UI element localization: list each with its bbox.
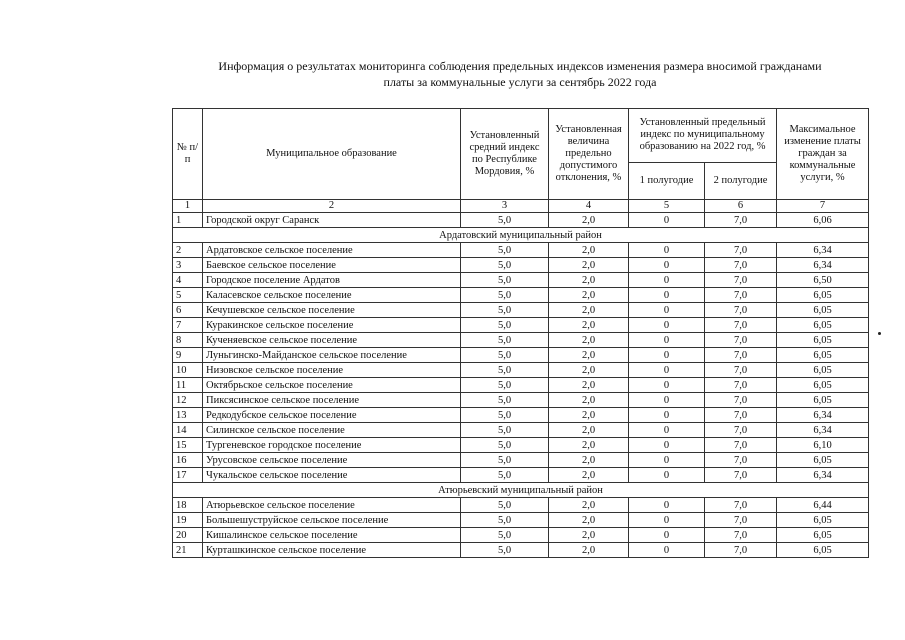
municipality-name: Кечушевское сельское поселение	[203, 303, 461, 318]
row-number: 16	[173, 453, 203, 468]
avg-index-value: 5,0	[461, 363, 549, 378]
avg-index-value: 5,0	[461, 258, 549, 273]
avg-index-value: 5,0	[461, 408, 549, 423]
deviation-value: 2,0	[549, 498, 629, 513]
avg-index-value: 5,0	[461, 513, 549, 528]
municipality-name: Низовское сельское поселение	[203, 363, 461, 378]
municipality-name: Куракинское сельское поселение	[203, 318, 461, 333]
table-row	[173, 423, 869, 438]
half-2-value: 7,0	[705, 273, 777, 288]
row-number: 14	[173, 423, 203, 438]
header-half-1: 1 полугодие	[629, 162, 705, 199]
half-2-value: 7,0	[705, 543, 777, 558]
municipality-name: Городское поселение Ардатов	[203, 273, 461, 288]
row-number: 1	[173, 213, 203, 228]
row-number: 11	[173, 378, 203, 393]
avg-index-value: 5,0	[461, 423, 549, 438]
deviation-value: 2,0	[549, 393, 629, 408]
max-change-value: 6,05	[777, 348, 869, 363]
row-number: 18	[173, 498, 203, 513]
half-1-value: 0	[629, 423, 705, 438]
deviation-value: 2,0	[549, 243, 629, 258]
half-1-value: 0	[629, 453, 705, 468]
table-row	[173, 288, 869, 303]
row-number: 7	[173, 318, 203, 333]
avg-index-value: 5,0	[461, 453, 549, 468]
row-number: 3	[173, 258, 203, 273]
title-line-1: Информация о результатах мониторинга соблюдения предельных индексов изменения размера вносимой гражданами	[218, 59, 822, 73]
district-title: Ардатовский муниципальный район	[173, 228, 869, 243]
half-2-value: 7,0	[705, 468, 777, 483]
half-1-value: 0	[629, 333, 705, 348]
avg-index-value: 5,0	[461, 318, 549, 333]
deviation-value: 2,0	[549, 528, 629, 543]
deviation-value: 2,0	[549, 333, 629, 348]
max-change-value: 6,05	[777, 318, 869, 333]
municipality-name: Каласевское сельское поселение	[203, 288, 461, 303]
row-number: 2	[173, 243, 203, 258]
column-number: 7	[777, 200, 869, 213]
municipality-name: Атюрьевское сельское поселение	[203, 498, 461, 513]
deviation-value: 2,0	[549, 453, 629, 468]
table-row	[173, 453, 869, 468]
deviation-value: 2,0	[549, 258, 629, 273]
municipality-name: Баевское сельское поселение	[203, 258, 461, 273]
column-number: 6	[705, 200, 777, 213]
column-number: 2	[203, 200, 461, 213]
half-1-value: 0	[629, 288, 705, 303]
deviation-value: 2,0	[549, 348, 629, 363]
scan-speck	[878, 332, 881, 335]
avg-index-value: 5,0	[461, 213, 549, 228]
column-number: 5	[629, 200, 705, 213]
half-1-value: 0	[629, 378, 705, 393]
avg-index-value: 5,0	[461, 348, 549, 363]
deviation-value: 2,0	[549, 213, 629, 228]
half-1-value: 0	[629, 528, 705, 543]
municipality-name: Городской округ Саранск	[203, 213, 461, 228]
half-1-value: 0	[629, 273, 705, 288]
avg-index-value: 5,0	[461, 378, 549, 393]
half-1-value: 0	[629, 543, 705, 558]
deviation-value: 2,0	[549, 273, 629, 288]
municipality-name: Кишалинское сельское поселение	[203, 528, 461, 543]
deviation-value: 2,0	[549, 423, 629, 438]
deviation-value: 2,0	[549, 408, 629, 423]
max-change-value: 6,05	[777, 378, 869, 393]
table-row	[173, 318, 869, 333]
max-change-value: 6,06	[777, 213, 869, 228]
table-row	[173, 393, 869, 408]
half-2-value: 7,0	[705, 378, 777, 393]
avg-index-value: 5,0	[461, 243, 549, 258]
deviation-value: 2,0	[549, 288, 629, 303]
deviation-value: 2,0	[549, 468, 629, 483]
half-2-value: 7,0	[705, 213, 777, 228]
half-2-value: 7,0	[705, 363, 777, 378]
district-row	[173, 228, 869, 243]
table-row	[173, 528, 869, 543]
table-row	[173, 408, 869, 423]
municipality-name: Большешуструйское сельское поселение	[203, 513, 461, 528]
half-1-value: 0	[629, 258, 705, 273]
column-number: 1	[173, 200, 203, 213]
avg-index-value: 5,0	[461, 393, 549, 408]
row-number: 15	[173, 438, 203, 453]
half-1-value: 0	[629, 213, 705, 228]
title-line-2: платы за коммунальные услуги за сентябрь 2022 года	[383, 75, 657, 89]
half-2-value: 7,0	[705, 318, 777, 333]
table-row	[173, 213, 869, 228]
max-change-value: 6,10	[777, 438, 869, 453]
max-change-value: 6,05	[777, 393, 869, 408]
row-number: 17	[173, 468, 203, 483]
table-row	[173, 333, 869, 348]
table-row	[173, 438, 869, 453]
max-change-value: 6,34	[777, 258, 869, 273]
max-change-value: 6,05	[777, 543, 869, 558]
header-name: Муниципальное образование	[203, 109, 461, 200]
deviation-value: 2,0	[549, 513, 629, 528]
half-1-value: 0	[629, 243, 705, 258]
municipality-name: Урусовское сельское поселение	[203, 453, 461, 468]
municipality-name: Курташкинское сельское поселение	[203, 543, 461, 558]
row-number: 9	[173, 348, 203, 363]
municipality-name: Редкодубское сельское поселение	[203, 408, 461, 423]
header-half-2: 2 полугодие	[705, 162, 777, 199]
header-avg-index: Установленный средний индекс по Республике Мордовия, %	[461, 109, 549, 200]
district-row	[173, 483, 869, 498]
header-deviation: Установленная величина предельно допустимого отклонения, %	[549, 109, 629, 200]
half-1-value: 0	[629, 363, 705, 378]
max-change-value: 6,05	[777, 513, 869, 528]
half-1-value: 0	[629, 393, 705, 408]
half-1-value: 0	[629, 438, 705, 453]
max-change-value: 6,05	[777, 453, 869, 468]
half-1-value: 0	[629, 348, 705, 363]
table-row	[173, 303, 869, 318]
row-number: 8	[173, 333, 203, 348]
header-num: № п/п	[173, 109, 203, 200]
max-change-value: 6,50	[777, 273, 869, 288]
avg-index-value: 5,0	[461, 333, 549, 348]
half-1-value: 0	[629, 318, 705, 333]
municipality-name: Ардатовское сельское поселение	[203, 243, 461, 258]
half-2-value: 7,0	[705, 408, 777, 423]
table-row	[173, 258, 869, 273]
half-2-value: 7,0	[705, 303, 777, 318]
max-change-value: 6,05	[777, 333, 869, 348]
half-1-value: 0	[629, 498, 705, 513]
column-number: 3	[461, 200, 549, 213]
avg-index-value: 5,0	[461, 438, 549, 453]
avg-index-value: 5,0	[461, 468, 549, 483]
max-change-value: 6,05	[777, 303, 869, 318]
max-change-value: 6,34	[777, 243, 869, 258]
max-change-value: 6,34	[777, 468, 869, 483]
table-row	[173, 243, 869, 258]
half-1-value: 0	[629, 303, 705, 318]
header-limit-index: Установленный предельный индекс по муниципальному образованию на 2022 год, %	[629, 109, 777, 163]
column-number-row	[173, 200, 869, 213]
row-number: 12	[173, 393, 203, 408]
avg-index-value: 5,0	[461, 273, 549, 288]
municipality-name: Луньгинско-Майданское сельское поселение	[203, 348, 461, 363]
deviation-value: 2,0	[549, 318, 629, 333]
max-change-value: 6,44	[777, 498, 869, 513]
table-row	[173, 468, 869, 483]
half-2-value: 7,0	[705, 333, 777, 348]
table-row	[173, 513, 869, 528]
half-2-value: 7,0	[705, 393, 777, 408]
district-title: Атюрьевский муниципальный район	[173, 483, 869, 498]
half-1-value: 0	[629, 408, 705, 423]
half-2-value: 7,0	[705, 498, 777, 513]
max-change-value: 6,05	[777, 288, 869, 303]
avg-index-value: 5,0	[461, 528, 549, 543]
municipality-name: Силинское сельское поселение	[203, 423, 461, 438]
avg-index-value: 5,0	[461, 288, 549, 303]
municipality-name: Пиксясинское сельское поселение	[203, 393, 461, 408]
avg-index-value: 5,0	[461, 303, 549, 318]
municipality-name: Чукальское сельское поселение	[203, 468, 461, 483]
half-2-value: 7,0	[705, 453, 777, 468]
table-row	[173, 348, 869, 363]
max-change-value: 6,34	[777, 408, 869, 423]
half-1-value: 0	[629, 468, 705, 483]
max-change-value: 6,05	[777, 363, 869, 378]
row-number: 19	[173, 513, 203, 528]
half-2-value: 7,0	[705, 258, 777, 273]
avg-index-value: 5,0	[461, 498, 549, 513]
half-2-value: 7,0	[705, 423, 777, 438]
table-row	[173, 543, 869, 558]
row-number: 5	[173, 288, 203, 303]
row-number: 20	[173, 528, 203, 543]
deviation-value: 2,0	[549, 303, 629, 318]
document-title	[170, 58, 870, 90]
max-change-value: 6,05	[777, 528, 869, 543]
column-number: 4	[549, 200, 629, 213]
half-2-value: 7,0	[705, 243, 777, 258]
table-row	[173, 273, 869, 288]
table-row	[173, 498, 869, 513]
header-row	[173, 109, 869, 163]
deviation-value: 2,0	[549, 363, 629, 378]
monitoring-table	[172, 108, 869, 558]
deviation-value: 2,0	[549, 378, 629, 393]
deviation-value: 2,0	[549, 543, 629, 558]
municipality-name: Кученяевское сельское поселение	[203, 333, 461, 348]
half-2-value: 7,0	[705, 438, 777, 453]
max-change-value: 6,34	[777, 423, 869, 438]
municipality-name: Октябрьское сельское поселение	[203, 378, 461, 393]
half-2-value: 7,0	[705, 348, 777, 363]
deviation-value: 2,0	[549, 438, 629, 453]
header-max-change: Максимальное изменение платы граждан за коммунальные услуги, %	[777, 109, 869, 200]
row-number: 10	[173, 363, 203, 378]
half-2-value: 7,0	[705, 513, 777, 528]
row-number: 13	[173, 408, 203, 423]
half-2-value: 7,0	[705, 288, 777, 303]
row-number: 21	[173, 543, 203, 558]
half-1-value: 0	[629, 513, 705, 528]
row-number: 4	[173, 273, 203, 288]
row-number: 6	[173, 303, 203, 318]
table-row	[173, 363, 869, 378]
avg-index-value: 5,0	[461, 543, 549, 558]
table-row	[173, 378, 869, 393]
municipality-name: Тургеневское городское поселение	[203, 438, 461, 453]
half-2-value: 7,0	[705, 528, 777, 543]
